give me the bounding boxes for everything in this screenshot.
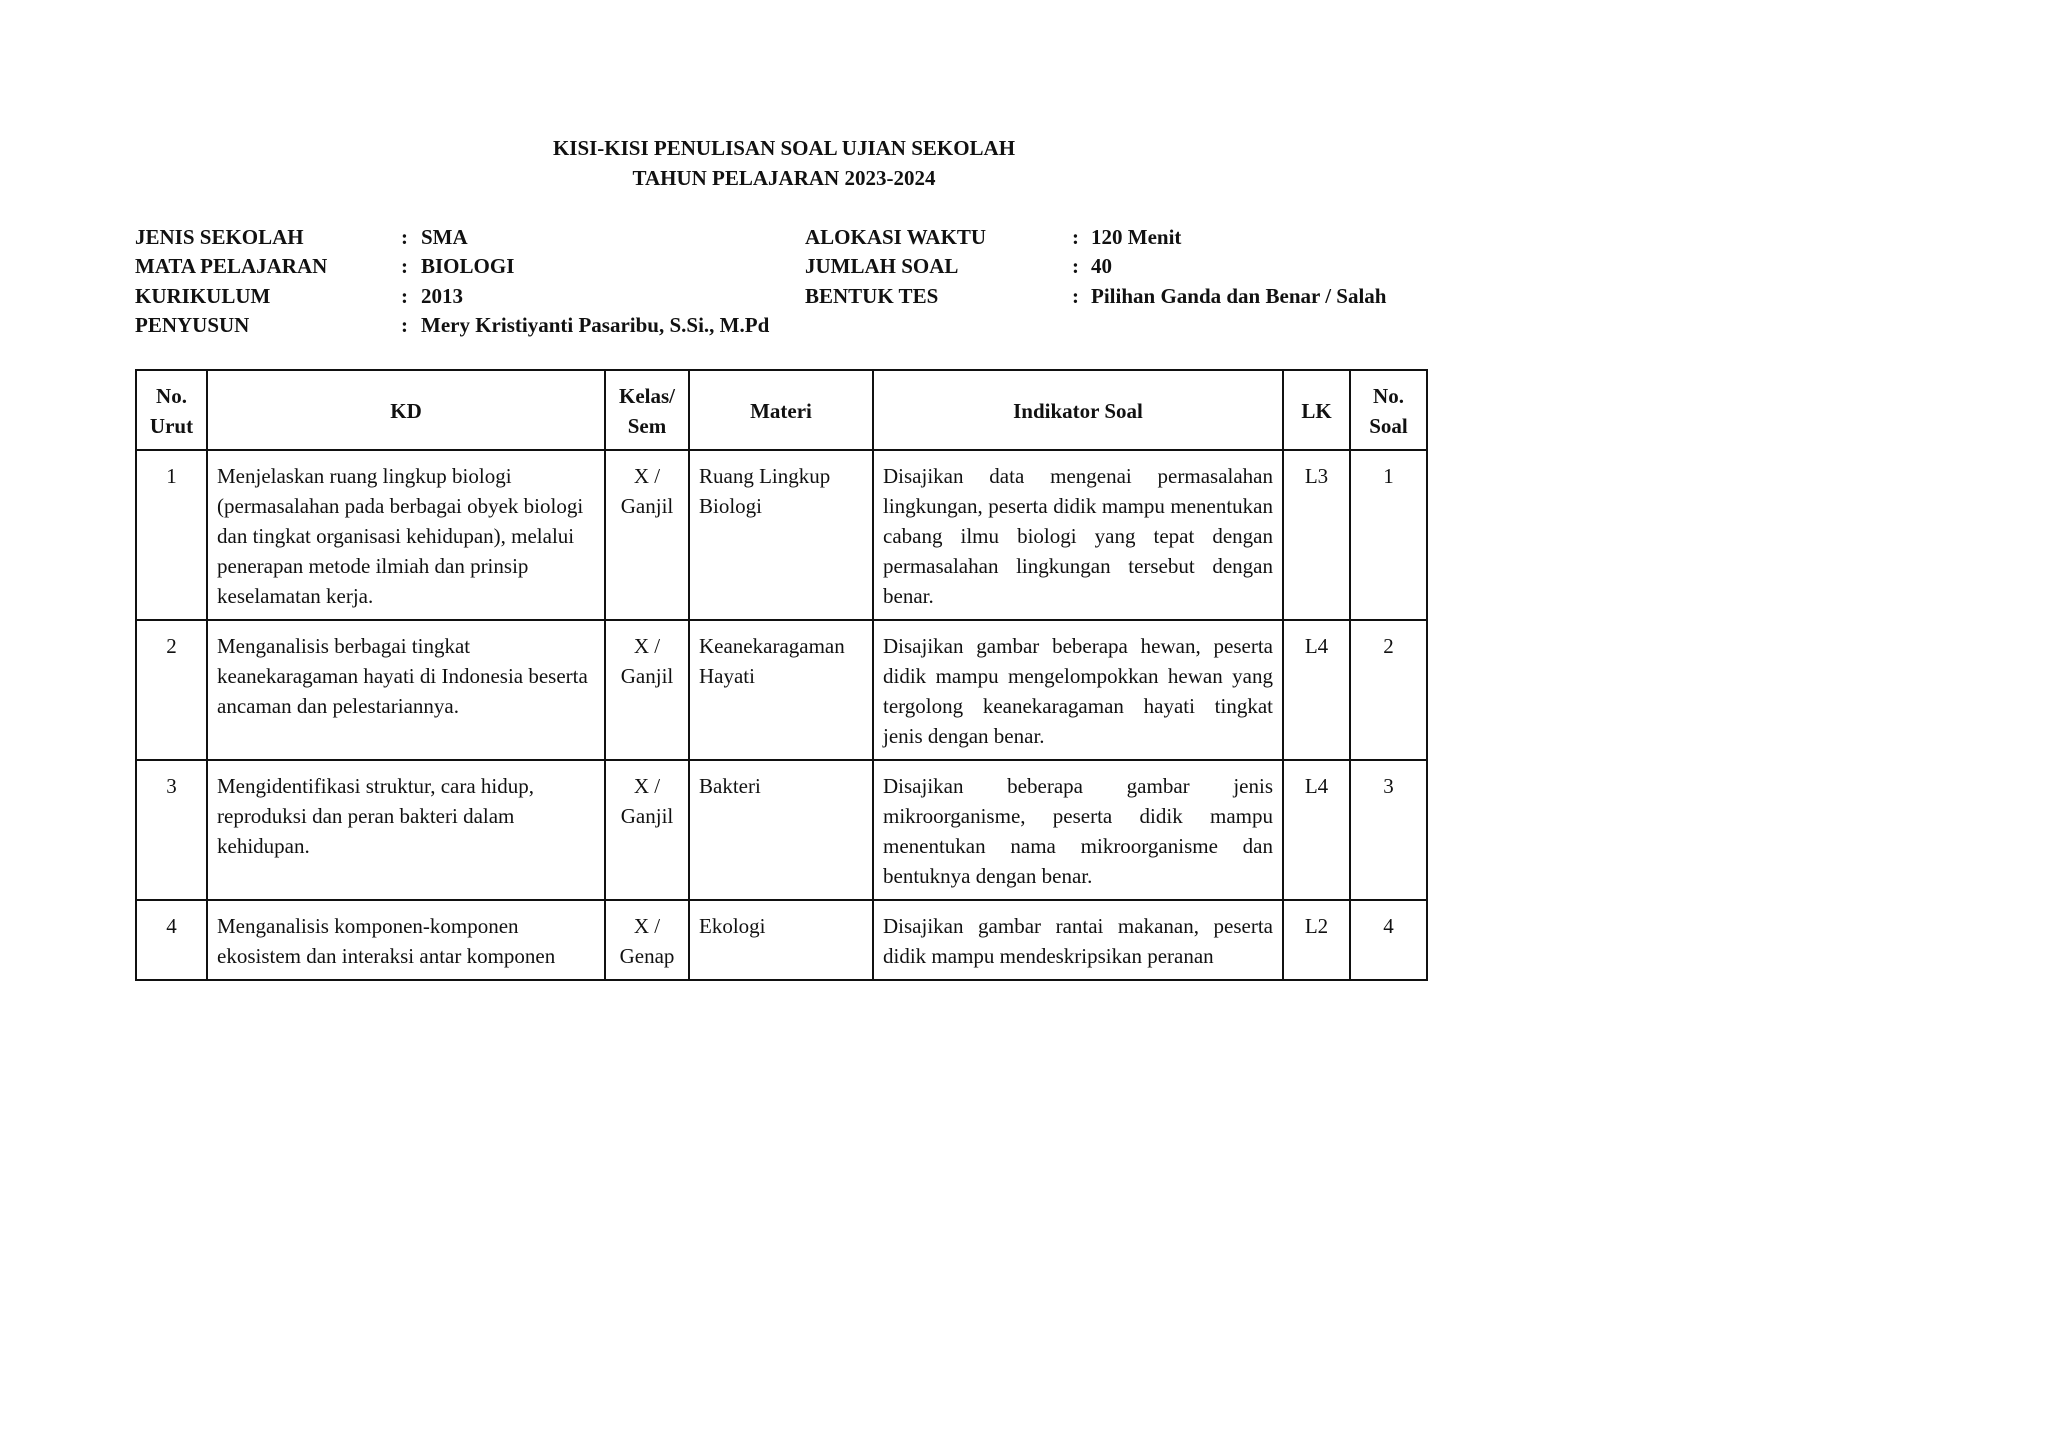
header-materi: Materi: [689, 370, 873, 450]
cell-indikator: Disajikan gambar beberapa hewan, peserta didik mampu mengelompokkan hewan yang tergolong keanekaragaman hayati tingkat jenis dengan benar.: [873, 620, 1283, 760]
header-text: No.: [1373, 384, 1404, 408]
cell-no-urut: 4: [136, 900, 207, 980]
header-no-urut: [136, 370, 207, 450]
meta-value: SMA: [421, 225, 468, 249]
cell-kelas-sem: [605, 900, 689, 980]
cell-sem: Ganjil: [620, 804, 674, 828]
meta-label: MATA PELAJARAN: [135, 254, 328, 278]
kisi-kisi-table: [135, 369, 1428, 981]
header-text: Urut: [149, 414, 194, 438]
cell-kelas-sem: [605, 620, 689, 760]
meta-value: BIOLOGI: [421, 254, 515, 278]
cell-materi: Ruang Lingkup Biologi: [689, 450, 873, 620]
meta-separator: :: [401, 254, 408, 278]
cell-no-soal: 3: [1350, 760, 1427, 900]
meta-separator: :: [401, 313, 408, 337]
header-no-soal: [1350, 370, 1427, 450]
cell-no-urut: 1: [136, 450, 207, 620]
cell-materi: Bakteri: [689, 760, 873, 900]
cell-materi: Ekologi: [689, 900, 873, 980]
meta-label: JUMLAH SOAL: [805, 254, 959, 278]
header-text: Kelas/: [619, 384, 675, 408]
meta-label: BENTUK TES: [805, 284, 939, 308]
meta-separator: :: [401, 284, 408, 308]
table-row: [136, 450, 1427, 620]
meta-value: 120 Menit: [1091, 225, 1182, 249]
meta-label: KURIKULUM: [135, 284, 271, 308]
cell-kelas: X /: [633, 774, 661, 798]
header-lk: LK: [1283, 370, 1350, 450]
cell-sem: Ganjil: [620, 664, 674, 688]
table-row: [136, 900, 1427, 980]
cell-lk: L4: [1283, 620, 1350, 760]
header-text: No.: [156, 384, 187, 408]
document-subtitle: TAHUN PELAJARAN 2023-2024: [632, 166, 936, 190]
table-row: [136, 620, 1427, 760]
meta-value: Pilihan Ganda dan Benar / Salah: [1091, 284, 1387, 308]
table-header-row: [136, 370, 1427, 450]
meta-label: ALOKASI WAKTU: [805, 225, 987, 249]
cell-kd: Menganalisis berbagai tingkat keanekaragaman hayati di Indonesia beserta ancaman dan pelestariannya.: [207, 620, 605, 760]
cell-sem: Ganjil: [620, 494, 674, 518]
meta-label: PENYUSUN: [135, 313, 250, 337]
cell-no-soal: 4: [1350, 900, 1427, 980]
cell-kelas-sem: [605, 760, 689, 900]
cell-no-urut: 2: [136, 620, 207, 760]
meta-separator: :: [1072, 284, 1079, 308]
cell-kd: Menjelaskan ruang lingkup biologi (permasalahan pada berbagai obyek biologi dan tingkat organisasi kehidupan), melalui penerapan metode ilmiah dan prinsip keselamatan kerja.: [207, 450, 605, 620]
cell-no-urut: 3: [136, 760, 207, 900]
cell-kelas: X /: [633, 634, 661, 658]
cell-indikator: Disajikan gambar rantai makanan, peserta didik mampu mendeskripsikan peranan: [873, 900, 1283, 980]
cell-lk: L2: [1283, 900, 1350, 980]
meta-value: 2013: [421, 284, 463, 308]
cell-indikator: Disajikan data mengenai permasalahan lingkungan, peserta didik mampu menentukan cabang ilmu biologi yang tepat dengan permasalahan lingkungan tersebut dengan benar.: [873, 450, 1283, 620]
document-title: KISI-KISI PENULISAN SOAL UJIAN SEKOLAH: [552, 136, 1016, 160]
cell-indikator: Disajikan beberapa gambar jenis mikroorganisme, peserta didik mampu menentukan nama mikroorganisme dan bentuknya dengan benar.: [873, 760, 1283, 900]
cell-lk: L4: [1283, 760, 1350, 900]
cell-kelas: X /: [633, 914, 661, 938]
cell-kelas: X /: [633, 464, 661, 488]
cell-materi: Keanekaragaman Hayati: [689, 620, 873, 760]
header-indikator: Indikator Soal: [873, 370, 1283, 450]
meta-value: 40: [1091, 254, 1112, 278]
meta-separator: :: [401, 225, 408, 249]
table-row: [136, 760, 1427, 900]
header-kelas-sem: [605, 370, 689, 450]
cell-no-soal: 1: [1350, 450, 1427, 620]
meta-value: Mery Kristiyanti Pasaribu, S.Si., M.Pd: [421, 313, 770, 337]
header-text: Sem: [627, 414, 667, 438]
meta-separator: :: [1072, 254, 1079, 278]
header-text: Soal: [1369, 414, 1408, 438]
cell-kd: Menganalisis komponen-komponen ekosistem dan interaksi antar komponen: [207, 900, 605, 980]
meta-label: JENIS SEKOLAH: [135, 225, 304, 249]
cell-lk: L3: [1283, 450, 1350, 620]
cell-kd: Mengidentifikasi struktur, cara hidup, reproduksi dan peran bakteri dalam kehidupan.: [207, 760, 605, 900]
meta-separator: :: [1072, 225, 1079, 249]
header-kd: KD: [207, 370, 605, 450]
cell-kelas-sem: [605, 450, 689, 620]
cell-no-soal: 2: [1350, 620, 1427, 760]
cell-sem: Genap: [619, 944, 675, 968]
